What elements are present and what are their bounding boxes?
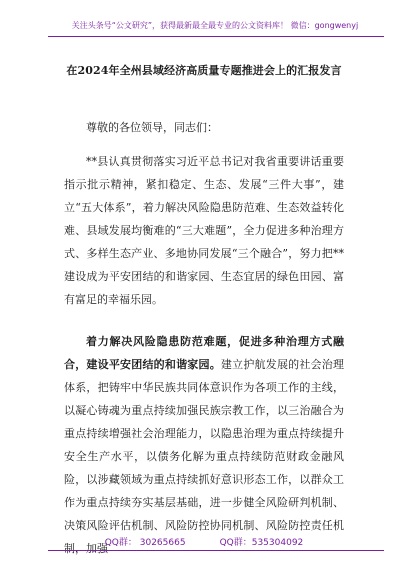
footer-divider: [48, 550, 384, 551]
footer: [0, 535, 408, 548]
paragraph-1: **县认真贯彻落实习近平总书记对我省重要讲话重要指示批示精神，紧扣稳定、生态、发展“三件大事”，建立“五大体系”，着力解决风险隐患防范难、生态效益转化难、县域发展均衡难的“三大难题”，全力促进多种治理方式、多样生态产业、多地协同发展“三个融合”，努力把**建设成为平安团结的和谐家园、生态宜居的绿色田园、富有富足的幸福乐园。: [64, 155, 344, 306]
footer-qq-group-2: QQ群：535304092: [219, 538, 304, 548]
document-title: 在2024年全州县域经济高质量专题推进会上的汇报发言: [66, 64, 342, 77]
footer-qq-group-1: QQ群： 30265665: [104, 538, 186, 548]
header-divider: [48, 36, 384, 37]
paragraph-2-lead: 着力解决风险隐患防范难题，促进多种治理方式融合，建设平安团结的和谐家园。: [64, 335, 344, 371]
paragraph-2-body: 建立护航发展的社会治理体系，把铸牢中华民族共同体意识作为各项工作的主线，以凝心铸魂为重点持续加强民族宗教工作，以三治融合为重点持续增强社会治理能力，以隐患治理为重点持续提升安全生产水平，以债务化解为重点持续防范财政金融风险，以涉藏领域为重点持续抓好意识形态工作，以群众工作为重点持续夯实基层基础，进一步健全风险研判机制、决策风险评估机制、风险防控协同机制、风险防控责任机制，加强: [64, 358, 345, 555]
salutation: 尊敬的各位领导，同志们：: [86, 121, 218, 134]
header-banner: 关注头条号“公文研究”，获得最新最全最专业的公文资料库！ 微信：gongwenyj: [71, 21, 359, 30]
